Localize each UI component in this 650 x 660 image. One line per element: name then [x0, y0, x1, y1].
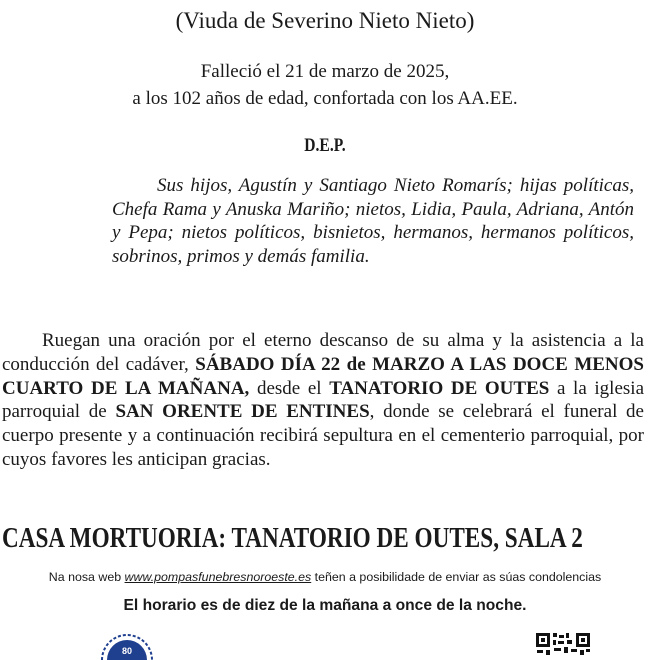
web-prefix: Na nosa web [48, 570, 125, 584]
death-date-line: Falleció el 21 de marzo de 2025, [200, 61, 450, 82]
prayer-text-1: Ruegan una oración por el eterno descanso de su alma y la asistencia a la conducción del cadáver, [2, 330, 644, 375]
dep-heading: D.E.P. [304, 135, 346, 156]
widow-line: (Viuda de Severino Nieto Nieto) [175, 8, 475, 33]
prayer-text-4: , donde se celebrará el funeral de cuerpo presente y a continuación recibirá sepultura en el cementerio parroquial, por cuyos favores les anticipan gracias. [2, 401, 644, 470]
funeral-home-logo-icon [96, 630, 158, 660]
age-line: a los 102 años de edad, confortada con los AA.EE. [132, 88, 518, 109]
web-condolences-line [0, 569, 650, 585]
web-suffix: teñen a posibilidade de enviar as súas condolencias [311, 570, 602, 584]
wake-location: CASA MORTUORIA: TANATORIO DE OUTES, SALA 2 [2, 522, 583, 554]
website-link[interactable]: www.pompasfunebresnoroeste.es [124, 570, 312, 584]
opening-hours: El horario es de diez de la mañana a once de la noche. [123, 597, 527, 614]
prayer-date-time: SÁBADO DÍA 22 de MARZO A LAS DOCE MENOS CUARTO DE LA MAÑANA, [2, 353, 644, 399]
prayer-text-2: desde el [249, 377, 330, 399]
logo-number: 80 [121, 646, 133, 656]
qr-code-icon[interactable] [535, 632, 591, 656]
prayer-paragraph [2, 329, 644, 472]
prayer-origin: TANATORIO DE OUTES [329, 377, 550, 399]
family-paragraph: Sus hijos, Agustín y Santiago Nieto Romarís; hijas políticas, Chefa Rama y Anuska Mariño; nietos, Lidia, Paula, Adriana, Antón y Pepa; nietos políticos, bisnietos, hermanos, hermanos políticos, sobrinos, primos y demás familia. [112, 175, 634, 267]
prayer-church: SAN ORENTE DE ENTINES [115, 401, 370, 423]
prayer-text-3: a la iglesia parroquial de [2, 377, 645, 423]
